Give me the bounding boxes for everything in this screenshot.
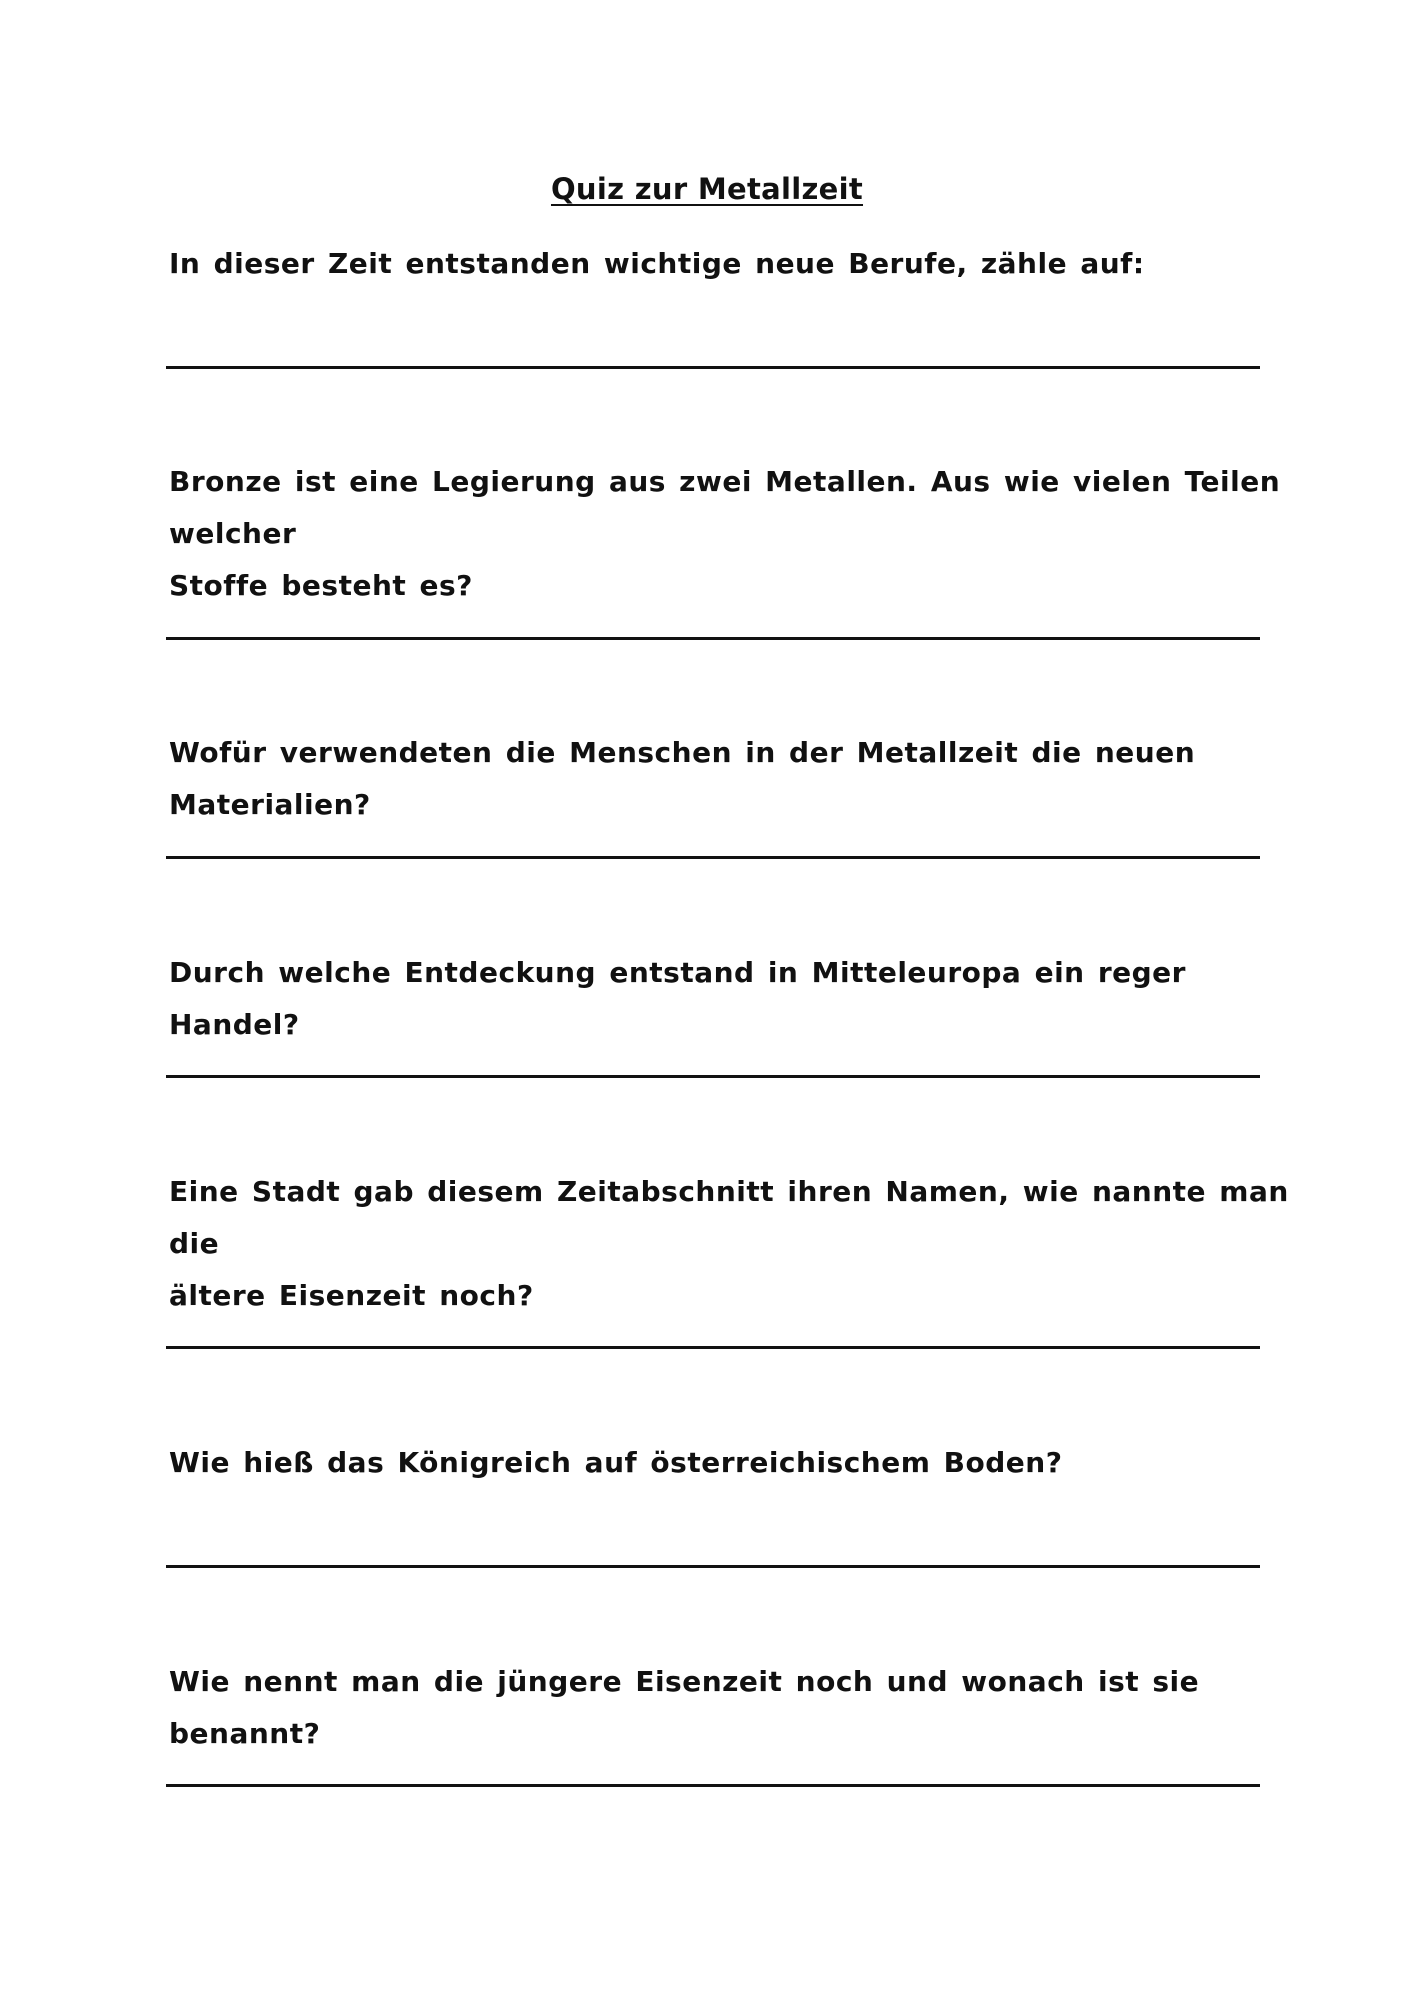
question-3-line-1: Wofür verwendeten die Menschen in der Metallzeit die neuen Materialien?: [169, 736, 1196, 821]
question-5-line-1: Eine Stadt gab diesem Zeitabschnitt ihren Namen, wie nannte man die: [169, 1175, 1289, 1260]
question-7: [169, 1656, 1289, 1760]
question-7-line-1: Wie nennt man die jüngere Eisenzeit noch und wonach ist sie benannt?: [169, 1665, 1200, 1750]
question-4: [169, 947, 1289, 1051]
answer-line-2[interactable]: [166, 637, 1260, 640]
question-3: [169, 727, 1289, 831]
answer-line-1[interactable]: [166, 366, 1260, 369]
question-1: [169, 238, 1289, 290]
page-title: Quiz zur Metallzeit: [550, 172, 864, 206]
question-6: [169, 1437, 1289, 1489]
question-2-line-2: Stoffe besteht es?: [169, 569, 473, 602]
question-2-line-1: Bronze ist eine Legierung aus zwei Metallen. Aus wie vielen Teilen welcher: [169, 465, 1281, 550]
question-1-line-1: In dieser Zeit entstanden wichtige neue Berufe, zähle auf:: [169, 247, 1145, 280]
answer-line-4[interactable]: [166, 1075, 1260, 1078]
answer-line-6[interactable]: [166, 1565, 1260, 1568]
question-4-line-1: Durch welche Entdeckung entstand in Mitteleuropa ein reger Handel?: [169, 956, 1186, 1041]
question-5-line-2: ältere Eisenzeit noch?: [169, 1279, 534, 1312]
answer-line-7[interactable]: [166, 1784, 1260, 1787]
question-2: [169, 456, 1289, 612]
answer-line-3[interactable]: [166, 856, 1260, 859]
question-6-line-1: Wie hieß das Königreich auf österreichischem Boden?: [169, 1446, 1063, 1479]
question-5: [169, 1166, 1289, 1322]
answer-line-5[interactable]: [166, 1346, 1260, 1349]
